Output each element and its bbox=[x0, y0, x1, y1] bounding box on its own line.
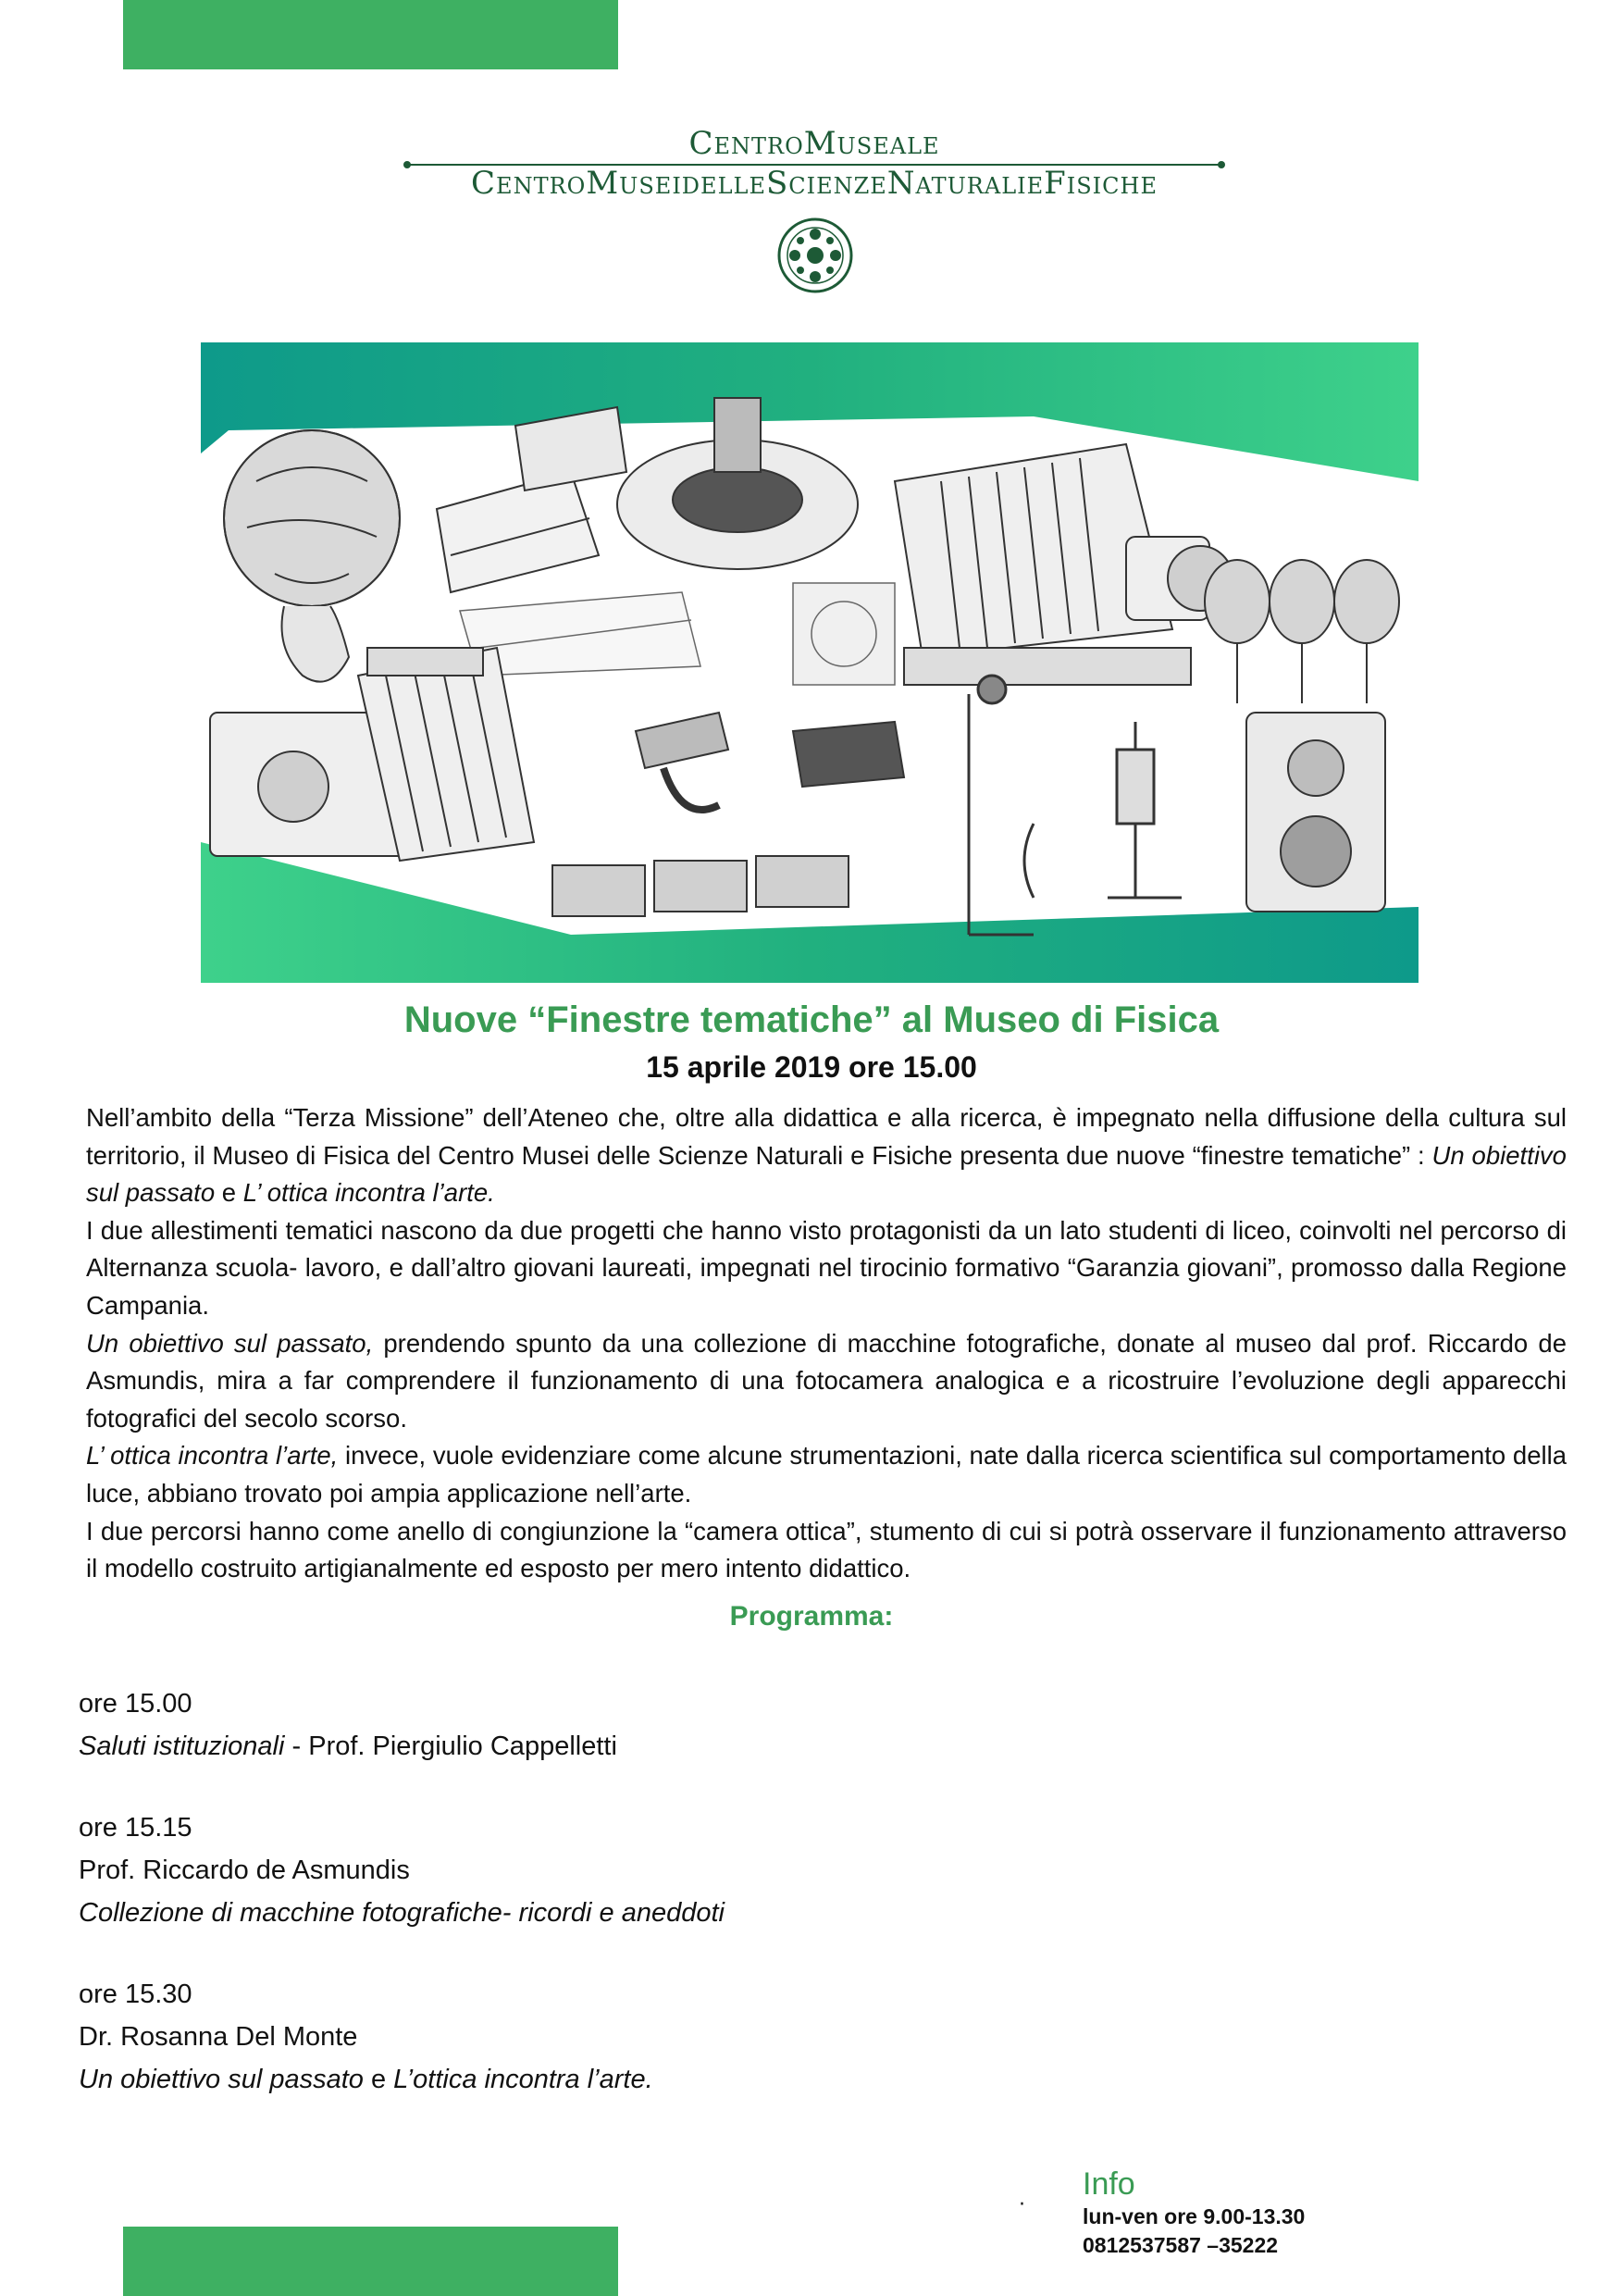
paragraph-italic: Un obiettivo sul passato, bbox=[86, 1328, 374, 1358]
paragraph-text: prendendo spunto da una collezione di macchine fotografiche, donate al museo dal prof. Riccardo de Asmundis, mira a far comprendere il funzionamento di una fotocamera analogica e a ricostruire l’evoluzione degli apparecchi fotografici del secolo scorso. bbox=[86, 1328, 1567, 1433]
top-accent-bar bbox=[123, 0, 618, 69]
paragraph-ottica bbox=[86, 1437, 1567, 1512]
paragraph-italic: Un obiettivo sul passato bbox=[86, 1140, 1567, 1208]
program-time: ore 15.00 bbox=[79, 1689, 192, 1719]
info-hours: lun-ven ore 9.00-13.30 bbox=[1083, 2204, 1306, 2228]
program-speaker: Dr. Rosanna Del Monte bbox=[79, 2022, 358, 2052]
program-topic-joiner: e bbox=[363, 2065, 394, 2094]
info-title: Info bbox=[1083, 2166, 1135, 2202]
event-description bbox=[86, 1099, 1567, 1588]
info-block bbox=[1083, 2166, 1305, 2260]
event-title: Nuove “Finestre tematiche” al Museo di Fisica bbox=[403, 999, 1220, 1040]
info-phone: 0812537587 –35222 bbox=[1083, 2233, 1279, 2257]
program-item bbox=[79, 1682, 1189, 1768]
paragraph-text: invece, vuole evidenziare come alcune strumentazioni, nate dalla ricerca scientifica sul comportamento della luce, abbiano trovato poi ampia applicazione nell’arte. bbox=[86, 1441, 1567, 1508]
bottom-accent-bar bbox=[123, 2227, 618, 2296]
event-date: 15 aprile 2019 ore 15.00 bbox=[646, 1050, 977, 1084]
program-list bbox=[79, 1682, 1189, 2140]
museum-seal-icon bbox=[777, 217, 853, 293]
paragraph-camera-ottica: I due percorsi hanno come anello di congiunzione la “camera ottica”, stumento di cui si potrà osservare il funzionamento attraverso il modello costruito artigianalmente ed esposto per mero intento didattico. bbox=[86, 1516, 1567, 1583]
programma-heading: Programma: bbox=[729, 1601, 894, 1632]
paragraph-text: e bbox=[215, 1178, 243, 1208]
info-bullet: · bbox=[1019, 2193, 1025, 2216]
logo-line-1: CentroMuseale bbox=[688, 125, 940, 162]
hero-banner bbox=[201, 342, 1419, 983]
paragraph-intro bbox=[86, 1099, 1567, 1212]
program-speaker: - Prof. Piergiulio Cappelletti bbox=[284, 1731, 617, 1761]
program-item bbox=[79, 1806, 1189, 1934]
paragraph-obiettivo bbox=[86, 1325, 1567, 1438]
program-topic-italic: Un obiettivo sul passato bbox=[79, 2065, 364, 2094]
logo-line-2: CentroMuseidelleScienzeNaturalieFisiche bbox=[471, 165, 1158, 202]
film-strip-sketch bbox=[552, 856, 849, 916]
program-topic-italic: L’ottica incontra l’arte. bbox=[393, 2065, 653, 2094]
program-time: ore 15.15 bbox=[79, 1813, 192, 1843]
program-item bbox=[79, 1973, 1189, 2101]
program-speaker: Prof. Riccardo de Asmundis bbox=[79, 1855, 410, 1885]
centro-musei-logo bbox=[407, 125, 1221, 301]
program-time: ore 15.30 bbox=[79, 1980, 192, 2009]
paragraph-italic: L’ ottica incontra l’arte. bbox=[242, 1178, 495, 1208]
paragraph-italic: L’ ottica incontra l’arte, bbox=[86, 1441, 339, 1471]
program-title-italic: Saluti istituzionali bbox=[79, 1731, 285, 1761]
tlr-camera-sketch bbox=[1246, 713, 1385, 912]
program-topic bbox=[79, 2058, 1189, 2101]
paragraph-text: Nell’ambito della “Terza Missione” dell’Ateneo che, oltre alla didattica e alla ricerca, è impegnato nella diffusione della cultura sul territorio, il Museo di Fisica del Centro Musei delle Scienze Naturali e Fisiche presenta due nuove “finestre tematiche” : bbox=[86, 1103, 1567, 1170]
paragraph-projects: I due allestimenti tematici nascono da due progetti che hanno visto protagonisti da un lato studenti di liceo, coinvolti nel percorso di Alternanza scuola- lavoro, e dall’altro giovani laureati, impegnati nel tirocinio formativo “Garanzia giovani”, promosso dalla Regione Campania. bbox=[86, 1215, 1567, 1320]
program-topic: Collezione di macchine fotografiche- ricordi e aneddoti bbox=[79, 1898, 725, 1928]
hero-illustration bbox=[201, 342, 1419, 983]
program-line bbox=[79, 1725, 1189, 1768]
